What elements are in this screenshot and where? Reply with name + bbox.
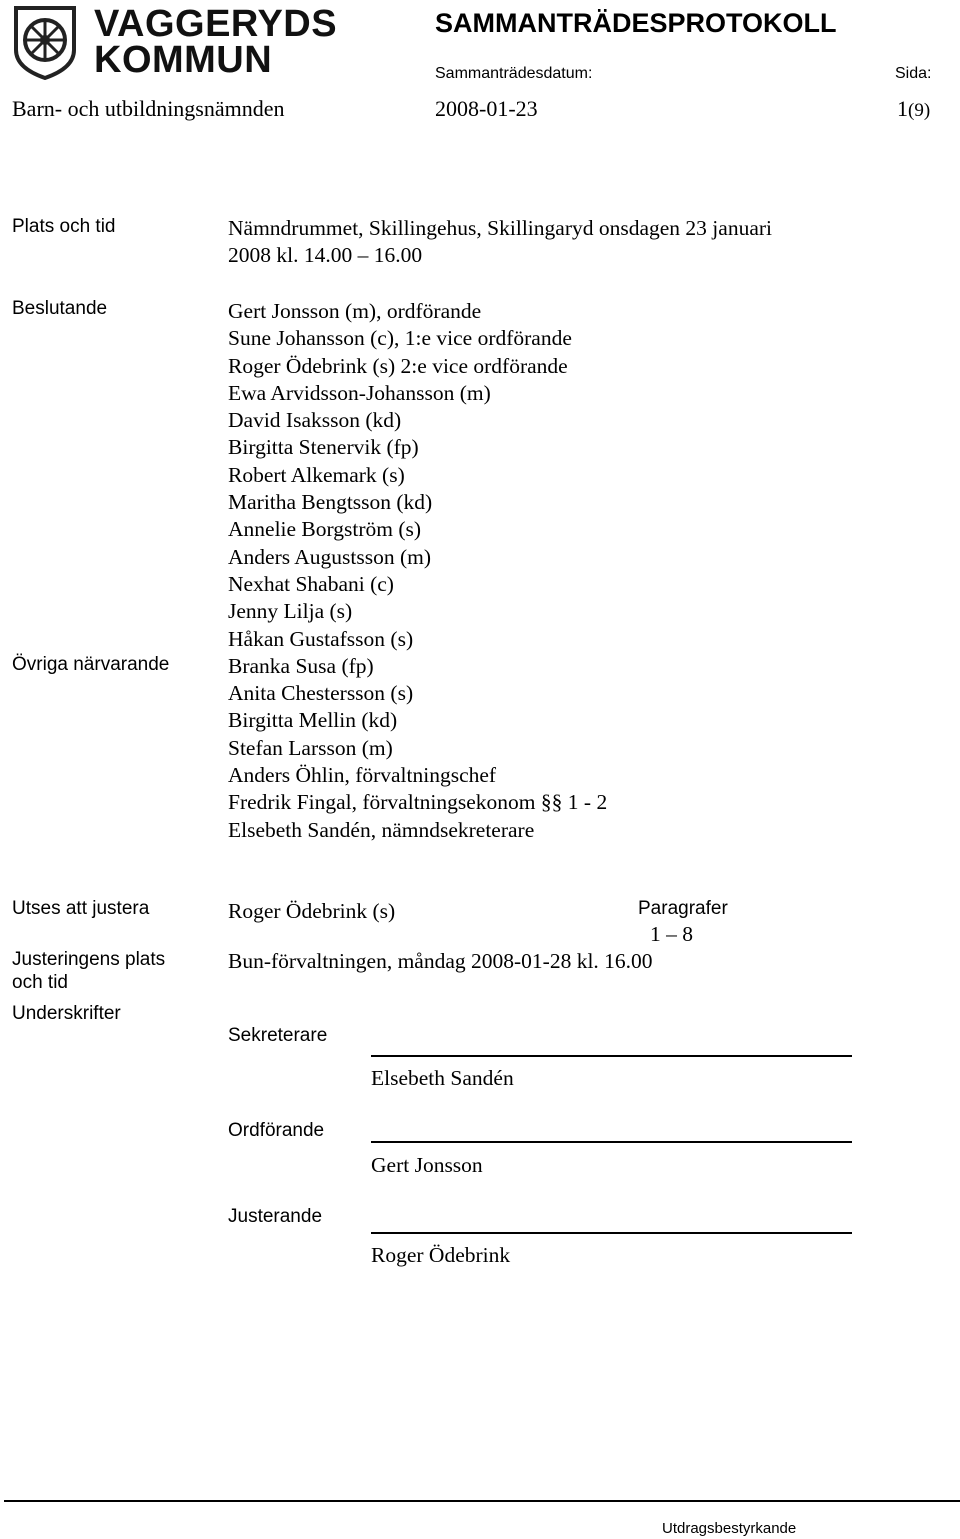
attendee-list bbox=[228, 298, 607, 844]
page-total: (9) bbox=[908, 100, 931, 121]
attendee-item: Jenny Lilja (s) bbox=[228, 599, 353, 624]
logo-line2: KOMMUN bbox=[94, 39, 273, 81]
attendee-item: Robert Alkemark (s) bbox=[228, 462, 405, 487]
attendee-item: Nexhat Shabani (c) bbox=[228, 571, 394, 596]
attendee-item: Birgitta Stenervik (fp) bbox=[228, 435, 419, 460]
adjuster-name: Roger Ödebrink bbox=[371, 1243, 511, 1267]
attendee-item: Fredrik Fingal, förvaltningsekonom §§ 1 - 2 bbox=[228, 790, 608, 815]
page-current: 1 bbox=[897, 96, 908, 121]
certified-extract-label: Utdragsbestyrkande bbox=[662, 1520, 797, 1537]
page-label: Sida: bbox=[895, 65, 932, 82]
adjustment-place-label-line1: Justeringens plats bbox=[12, 949, 166, 970]
adjustment-place-label-line2: och tid bbox=[12, 972, 68, 993]
attendee-item: Anders Öhlin, förvaltningschef bbox=[228, 763, 497, 788]
attendee-item: Annelie Borgström (s) bbox=[228, 517, 422, 542]
logo-wordmark bbox=[94, 3, 338, 81]
document-title: SAMMANTRÄDESPROTOKOLL bbox=[435, 8, 837, 38]
attendee-item: Anita Chestersson (s) bbox=[228, 681, 414, 706]
logo-line1: VAGGERYDS bbox=[94, 3, 338, 45]
place-time-line1: Nämndrummet, Skillingehus, Skillingaryd onsdagen 23 januari bbox=[228, 216, 772, 240]
adjuster-signature-line bbox=[371, 1232, 852, 1234]
appointed-adjuster-value: Roger Ödebrink (s) bbox=[228, 899, 396, 923]
place-time-line2: 2008 kl. 14.00 – 16.00 bbox=[228, 243, 423, 268]
coat-of-arms-icon bbox=[12, 6, 78, 80]
place-time-label: Plats och tid bbox=[12, 216, 116, 237]
appointed-adjuster-label: Utses att justera bbox=[12, 898, 150, 919]
place-time-value bbox=[228, 215, 772, 270]
meeting-date-label: Sammanträdesdatum: bbox=[435, 65, 593, 82]
attendee-item: David Isaksson (kd) bbox=[228, 408, 402, 433]
chair-signature-line bbox=[371, 1141, 852, 1143]
attendee-item: Elsebeth Sandén, nämndsekreterare bbox=[228, 817, 535, 842]
adjuster-role: Justerande bbox=[228, 1206, 323, 1227]
attendee-item: Håkan Gustafsson (s) bbox=[228, 626, 414, 651]
adjustment-place-value: Bun-förvaltningen, måndag 2008-01-28 kl. 16.00 bbox=[228, 949, 653, 973]
paragraphs-label: Paragrafer bbox=[638, 898, 728, 919]
other-present-label: Övriga närvarande bbox=[12, 654, 170, 675]
paragraphs-value: 1 – 8 bbox=[650, 922, 693, 946]
chair-name: Gert Jonsson bbox=[371, 1153, 483, 1177]
municipality-logo bbox=[12, 3, 338, 82]
chair-role: Ordförande bbox=[228, 1120, 325, 1141]
attendee-item: Anders Augustsson (m) bbox=[228, 544, 432, 569]
committee-name: Barn- och utbildningsnämnden bbox=[12, 96, 285, 121]
page-number bbox=[897, 96, 930, 122]
footer-rule bbox=[4, 1500, 960, 1502]
meeting-date: 2008-01-23 bbox=[435, 96, 538, 121]
attendee-item: Branka Susa (fp) bbox=[228, 653, 374, 678]
attendee-item: Birgitta Mellin (kd) bbox=[228, 708, 398, 733]
deciding-label: Beslutande bbox=[12, 298, 108, 319]
attendee-item: Roger Ödebrink (s) 2:e vice ordförande bbox=[228, 353, 568, 378]
secretary-role: Sekreterare bbox=[228, 1025, 328, 1046]
attendee-item: Maritha Bengtsson (kd) bbox=[228, 490, 433, 515]
attendee-item: Stefan Larsson (m) bbox=[228, 735, 393, 760]
attendee-item: Gert Jonsson (m), ordförande bbox=[228, 299, 482, 323]
attendee-item: Ewa Arvidsson-Johansson (m) bbox=[228, 380, 491, 405]
signatures-label: Underskrifter bbox=[12, 1003, 121, 1024]
adjustment-place-label bbox=[12, 948, 165, 994]
secretary-signature-line bbox=[371, 1055, 852, 1057]
secretary-name: Elsebeth Sandén bbox=[371, 1066, 514, 1090]
attendee-item: Sune Johansson (c), 1:e vice ordförande bbox=[228, 326, 572, 351]
